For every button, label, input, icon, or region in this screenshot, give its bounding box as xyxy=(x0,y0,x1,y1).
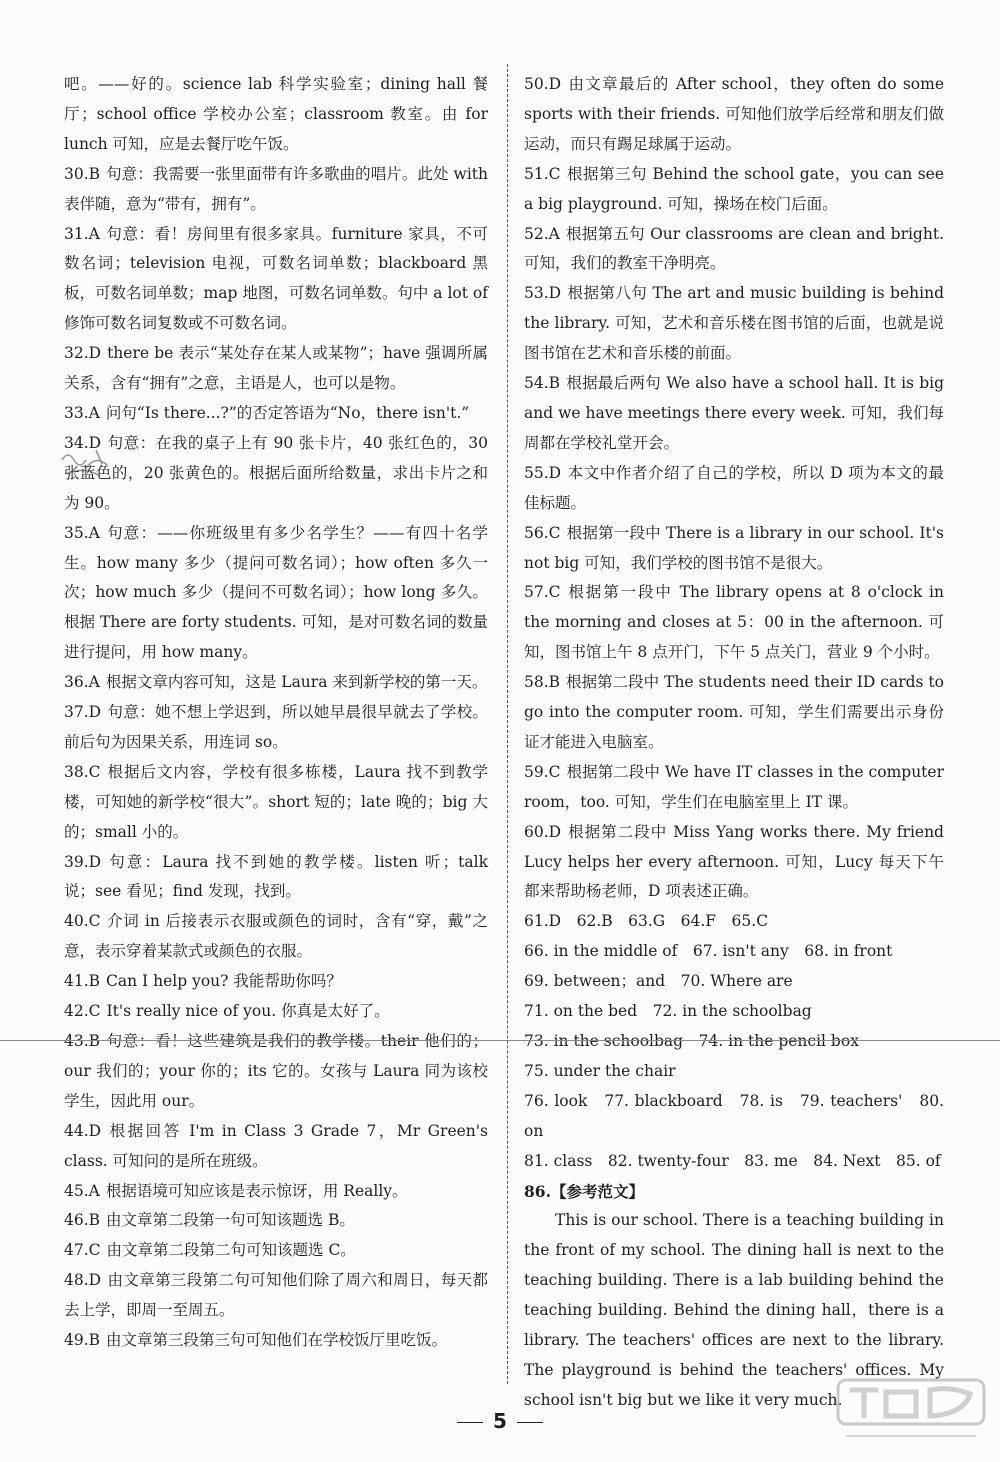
answer-text: 根据第一段中 There is a library in our school. It's not big 可知，我们学校的图书馆不是很大。 xyxy=(524,523,944,572)
answer-number: 56.C xyxy=(524,523,561,542)
answer-text: 76. look 77. blackboard 78. is 79. teachers' 80. on xyxy=(524,1091,944,1140)
answer-number: 41.B xyxy=(64,972,101,991)
answer-item xyxy=(64,698,488,758)
answer-item xyxy=(524,818,944,908)
answer-number: 37.D xyxy=(64,703,102,722)
handwriting-scribble-icon xyxy=(56,438,136,488)
answer-item xyxy=(64,1177,488,1207)
right-column xyxy=(524,70,944,1416)
answer-item xyxy=(64,997,488,1027)
answer-text: 吧。——好的。science lab 科学实验室；dining hall 餐厅；school office 学校办公室；classroom 教室。由 for lunch 可知，应是去餐厅吃午饭。 xyxy=(64,75,488,153)
answer-item xyxy=(524,519,944,579)
answer-number: 47.C xyxy=(64,1241,101,1260)
answer-item xyxy=(64,907,488,967)
answer-text: 由文章第三段第二句可知他们除了周六和周日，每天都去上学，即周一至周五。 xyxy=(64,1271,488,1320)
essay-label: 86.【参考范文】 xyxy=(524,1181,644,1201)
answer-item xyxy=(64,70,488,160)
horizontal-divider xyxy=(0,1040,1000,1041)
answer-text: 81. class 82. twenty-four 83. me 84. Next 85. of xyxy=(524,1151,941,1170)
answer-number: 38.C xyxy=(64,762,101,781)
left-column xyxy=(64,70,488,1356)
answer-number: 48.D xyxy=(64,1271,102,1290)
answer-text: 66. in the middle of 67. isn't any 68. in front xyxy=(524,942,893,961)
dash-left xyxy=(457,1422,483,1423)
answer-item xyxy=(524,459,944,519)
answer-text: 根据第八句 The art and music building is behind the library. 可知，艺术和音乐楼在图书馆的后面，也就是说图书馆在艺术和音乐楼的前面。 xyxy=(524,284,944,363)
answer-item xyxy=(524,1147,944,1177)
answer-item xyxy=(64,399,488,429)
answer-text: 句意：Laura 找不到她的教学楼。listen 听；talk 说；see 看见；find 发现，找到。 xyxy=(64,852,488,901)
answer-text: 根据第一段中 The library opens at 8 o'clock in the morning and closes at 5：00 in the afternoon. 可知，图书馆上午 8 点开门，下午 5 点关门，营业 9 个小时。 xyxy=(524,583,944,662)
answer-text: 根据第三句 Behind the school gate，you can see a big playground. 可知，操场在校门后面。 xyxy=(524,164,944,213)
answer-item xyxy=(64,758,488,848)
page-number-text: 5 xyxy=(493,1409,507,1433)
answer-text: Can I help you? 我能帮助你吗？ xyxy=(106,972,342,991)
answer-number: 58.B xyxy=(524,673,561,692)
answer-item xyxy=(64,339,488,399)
answer-item xyxy=(64,848,488,908)
column-divider xyxy=(507,64,508,1384)
answer-text: 73. in the schoolbag 74. in the pencil box xyxy=(524,1032,859,1050)
answer-number: 32.D xyxy=(64,344,102,363)
answer-number: 34.D xyxy=(64,433,102,452)
answer-text: 由文章第二段第一句可知该题选 B。 xyxy=(106,1211,355,1230)
right-answer-list xyxy=(524,70,944,1177)
answer-item xyxy=(524,967,944,997)
answer-item xyxy=(64,519,488,669)
answer-text: 句意：她不想上学迟到，所以她早晨很早就去了学校。前后句为因果关系，用连词 so。 xyxy=(64,703,488,751)
answer-item xyxy=(524,70,944,160)
answer-text: 句意：看！这些建筑是我们的教学楼。their 他们的；our 我们的；your 你的；its 它的。女孩与 Laura 同为该校学生，因此用 our。 xyxy=(64,1032,488,1110)
answer-number: 46.B xyxy=(64,1211,101,1230)
answer-item xyxy=(524,1087,944,1147)
answer-item xyxy=(524,937,944,967)
answer-text: It's really nice of you. 你真是太好了。 xyxy=(106,1002,390,1021)
answer-text: there be 表示“某处存在某人或某物”；have 强调所属关系，含有“拥有”之意，主语是人，也可以是物。 xyxy=(64,344,488,393)
answer-item xyxy=(524,160,944,220)
answer-item xyxy=(64,1117,488,1177)
watermark-logo-icon xyxy=(836,1378,986,1452)
answer-number: 39.D xyxy=(64,852,102,871)
essay-text: This is our school. There is a teaching building in the front of my school. The dining hall is next to the teaching building. There is a lab building behind the teaching building. Behind the dining hall，there is a library. The teachers' offices are next to the library. The playground is behind the teachers' offices. My school isn't big but we like it very much. xyxy=(524,1211,944,1409)
answer-number: 60.D xyxy=(524,822,562,841)
answer-text: 由文章第三段第三句可知他们在学校饭厅里吃饭。 xyxy=(106,1331,448,1350)
answer-number: 44.D xyxy=(64,1121,102,1140)
answer-text: 根据第二段中 We have IT classes in the computer room，too. 可知，学生们在电脑室里上 IT 课。 xyxy=(524,762,944,811)
answer-text: 根据第二段中 The students need their ID cards to go into the computer room. 可知，学生们需要出示身份证才能进入电脑室。 xyxy=(524,673,944,751)
answer-number: 49.B xyxy=(64,1331,101,1350)
answer-item xyxy=(524,668,944,758)
answer-number: 59.C xyxy=(524,762,561,781)
answer-number: 52.A xyxy=(524,224,560,243)
answer-item xyxy=(64,1236,488,1266)
answer-text: 根据最后两句 We also have a school hall. It is big and we have meetings there every week. 可知，我们每周都在学校礼堂开会。 xyxy=(524,374,944,452)
answer-text: 根据第五句 Our classrooms are clean and bright. 可知，我们的教室干净明亮。 xyxy=(524,224,944,273)
answer-number: 36.A xyxy=(64,673,100,692)
answer-number: 35.A xyxy=(64,523,100,542)
answer-item xyxy=(524,758,944,818)
answer-text: 问句“Is there...?”的否定答语为“No，there isn't.” xyxy=(105,403,470,422)
answer-item xyxy=(524,1057,944,1087)
answer-text: 71. on the bed 72. in the schoolbag xyxy=(524,1002,812,1021)
answer-text: 61.D 62.B 63.G 64.F 65.C xyxy=(524,912,769,931)
answer-item xyxy=(64,1266,488,1326)
answer-text: 由文章最后的 After school，they often do some sports with their friends. 可知他们放学后经常和朋友们做运动，而只有踢足球属于运动。 xyxy=(524,75,944,153)
answer-text: 句意：我需要一张里面带有许多歌曲的唱片。此处 with 表伴随，意为“带有，拥有”。 xyxy=(64,164,488,213)
answer-text: 介词 in 后接表示衣服或颜色的词时，含有“穿，戴”之意，表示穿着某款式或颜色的衣服。 xyxy=(64,912,488,961)
answer-item xyxy=(64,668,488,698)
answer-text: 根据回答 I'm in Class 3 Grade 7，Mr Green's class. 可知问的是所在班级。 xyxy=(64,1121,488,1170)
answer-number: 31.A xyxy=(64,224,100,243)
answer-number: 43.B xyxy=(64,1032,101,1050)
answer-text: 根据文章内容可知，这是 Laura 来到新学校的第一天。 xyxy=(105,673,488,692)
dash-right xyxy=(517,1422,543,1423)
answer-text: 句意：看！房间里有很多家具。furniture 家具，不可数名词；television 电视，可数名词单数；blackboard 黑板，可数名词单数；map 地图，可数名词单数。句中 a lot of 修饰可数名词复数或不可数名词。 xyxy=(64,224,488,333)
answer-number: 50.D xyxy=(524,75,562,93)
answer-item xyxy=(64,1206,488,1236)
answer-text: 句意：在我的桌子上有 90 张卡片，40 张红色的，30 张蓝色的，20 张黄色的。根据后面所给数量，求出卡片之和为 90。 xyxy=(64,433,488,512)
answer-item xyxy=(524,997,944,1027)
answer-item xyxy=(524,369,944,459)
answer-number: 40.C xyxy=(64,912,101,931)
answer-number: 30.B xyxy=(64,164,101,183)
answer-number: 42.C xyxy=(64,1002,101,1021)
answer-item xyxy=(524,578,944,668)
answer-text: 本文中作者介绍了自己的学校，所以 D 项为本文的最佳标题。 xyxy=(524,463,944,512)
answer-text: 句意：——你班级里有多少名学生？——有四十名学生。how many 多少（提问可数名词）；how often 多久一次；how much 多少（提问不可数名词）；how long 多久。根据 There are forty students. 可知，是对可数名词的数量进行提问，用 how many。 xyxy=(64,523,488,662)
answer-number: 33.A xyxy=(64,403,100,422)
answer-number: 54.B xyxy=(524,374,561,393)
answer-item xyxy=(64,1326,488,1356)
answer-item xyxy=(524,907,944,937)
answer-item xyxy=(64,160,488,220)
answer-text: 69. between；and 70. Where are xyxy=(524,972,793,991)
answer-number: 55.D xyxy=(524,463,562,482)
answer-item xyxy=(524,220,944,280)
answer-item xyxy=(524,1027,944,1057)
answer-text: 根据语境可知应该是表示惊讶，用 Really。 xyxy=(105,1181,408,1200)
answer-text: 75. under the chair xyxy=(524,1061,676,1080)
answer-number: 51.C xyxy=(524,164,561,183)
answer-number: 53.D xyxy=(524,284,562,303)
answer-item xyxy=(524,279,944,369)
answer-item xyxy=(64,220,488,340)
answer-text: 根据第二段中 Miss Yang works there. My friend Lucy helps her every afternoon. 可知，Lucy 每天下午都来帮助杨老师，D 项表述正确。 xyxy=(524,822,944,901)
answer-text: 根据后文内容，学校有很多栋楼，Laura 找不到教学楼，可知她的新学校“很大”。short 短的；late 晚的；big 大的；small 小的。 xyxy=(64,762,488,841)
answer-item xyxy=(64,967,488,997)
answer-text: 由文章第二段第二句可知该题选 C。 xyxy=(106,1241,356,1260)
answer-number: 57.C xyxy=(524,583,561,602)
answer-number: 45.A xyxy=(64,1181,100,1200)
